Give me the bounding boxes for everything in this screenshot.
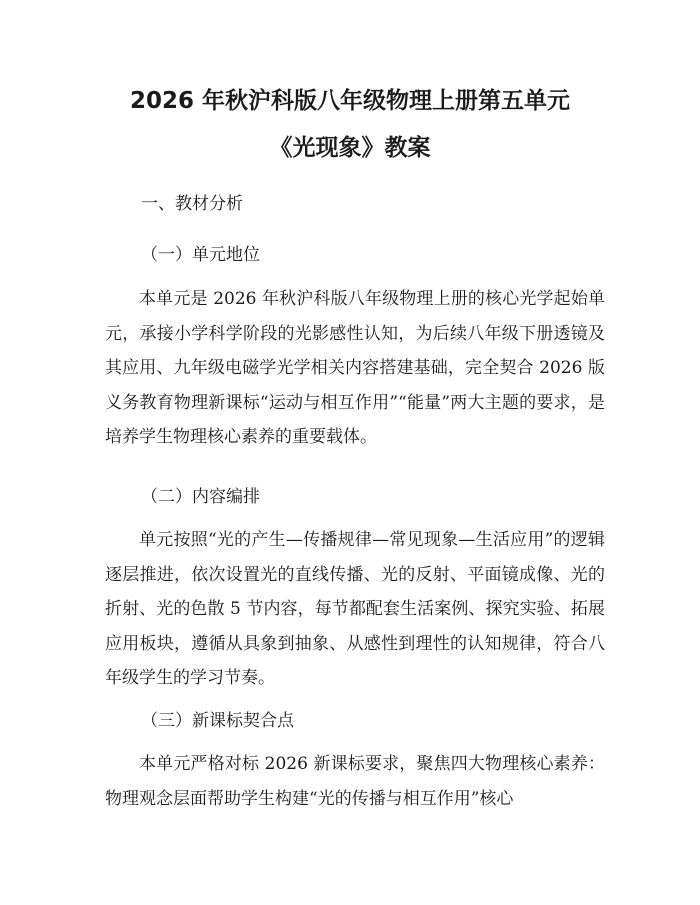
document-title-line-2: 《光现象》教案 <box>269 135 431 161</box>
subsection-heading-unit-position: （一）单元地位 <box>141 245 260 265</box>
subsection-heading-content-arrangement: （二）内容编排 <box>141 487 260 507</box>
paragraph-content-arrangement: 单元按照“光的产生—传播规律—常见现象—生活应用”的逻辑逐层推进，依次设置光的直线传播、光的反射、平面镜成像、光的折射、光的色散 5 节内容，每节都配套生活案例、探究实验、拓展应用板块，遵循从具象到抽象、从感性到理性的认知规律，符合八年级学生的学习节奏。 <box>105 530 605 688</box>
section-heading-textbook-analysis: 一、教材分析 <box>141 194 243 214</box>
subsection-heading-curriculum-alignment: （三）新课标契合点 <box>141 711 294 731</box>
paragraph-unit-position: 本单元是 2026 年秋沪科版八年级物理上册的核心光学起始单元，承接小学科学阶段的光影感性认知，为后续八年级下册透镜及其应用、九年级电磁学光学相关内容搭建基础，完全契合 2026 版义务教育物理新课标“运动与相互作用”“能量”两大主题的要求，是培养学生物理核心素养的重要载体。 <box>105 289 605 447</box>
document-title-line-1: 2026 年秋沪科版八年级物理上册第五单元 <box>129 88 571 114</box>
paragraph-curriculum-alignment: 本单元严格对标 2026 新课标要求，聚焦四大物理核心素养：物理观念层面帮助学生构建“光的传播与相互作用”核心 <box>105 754 605 809</box>
